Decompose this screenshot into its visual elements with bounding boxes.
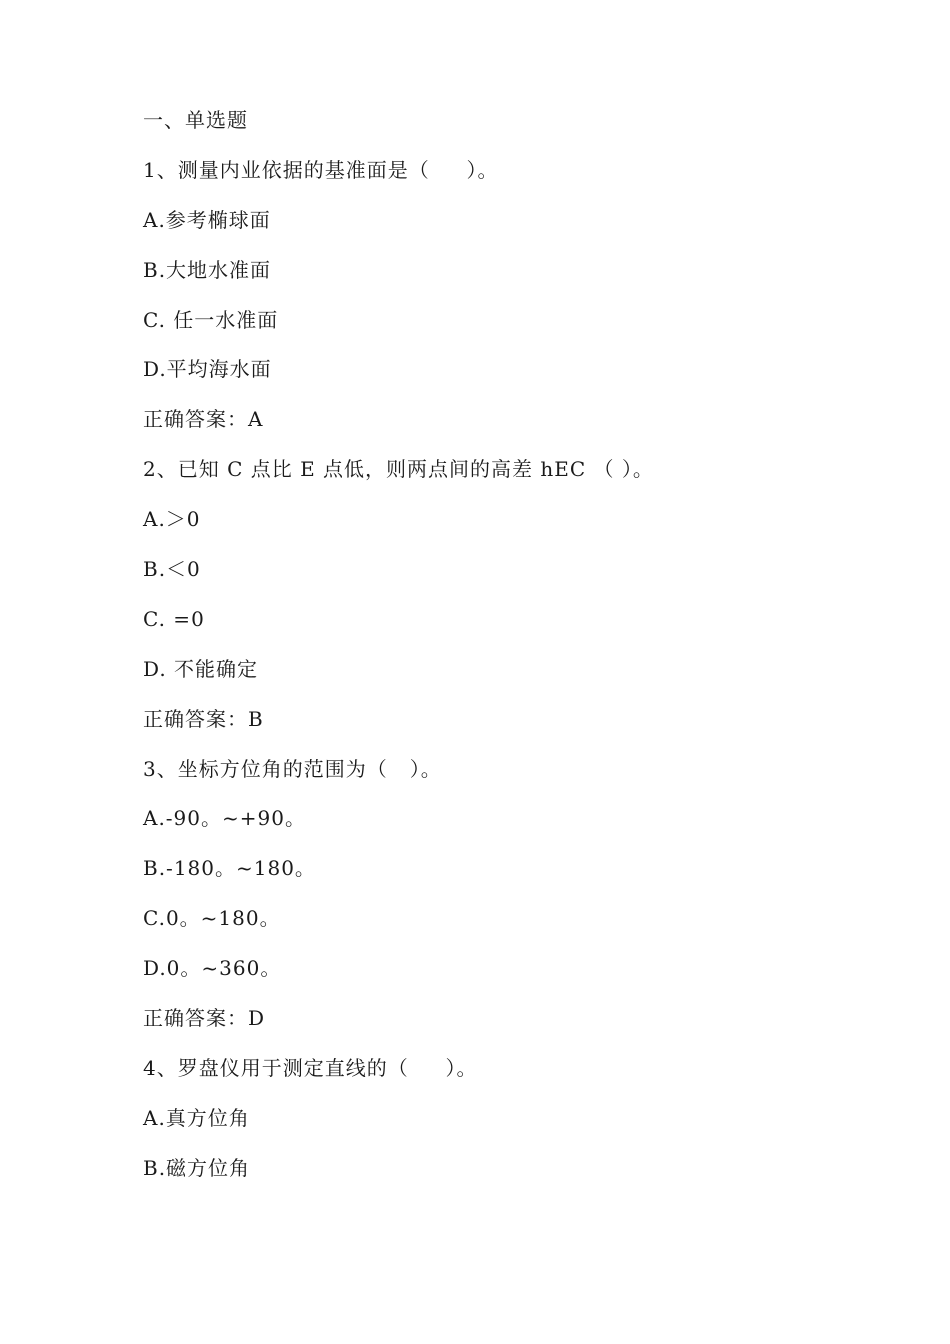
document-body — [143, 103, 903, 1201]
option-d: D. 不能确定 — [143, 656, 259, 681]
section-title: 一、单选题 — [143, 108, 248, 132]
option-a: A.＞0 — [143, 507, 201, 532]
option-a: A.参考椭球面 — [143, 207, 271, 232]
option-b: B.-180。~180。 — [143, 856, 316, 881]
question-text: 3、坐标方位角的范围为（ ）。 — [143, 756, 442, 781]
option-c: C.0。~180。 — [143, 906, 281, 931]
option-c: C. =0 — [143, 606, 205, 631]
question-text: 1、测量内业依据的基准面是（ ）。 — [143, 157, 499, 182]
question-text: 4、罗盘仪用于测定直线的（ ）。 — [143, 1055, 478, 1080]
answer-text: 正确答案：A — [143, 407, 264, 432]
question-text: 2、已知 C 点比 E 点低，则两点间的高差 hEC （ ）。 — [143, 457, 654, 482]
answer-text: 正确答案：B — [143, 706, 264, 731]
option-a: A.真方位角 — [143, 1105, 250, 1130]
option-b: B.＜0 — [143, 557, 201, 582]
option-d: D.0。~360。 — [143, 956, 282, 981]
option-d: D.平均海水面 — [143, 357, 272, 382]
option-c: C. 任一水准面 — [143, 307, 279, 332]
option-b: B.大地水准面 — [143, 257, 272, 282]
option-a: A.-90。~+90。 — [143, 806, 306, 831]
answer-text: 正确答案：D — [143, 1006, 266, 1031]
option-b: B.磁方位角 — [143, 1155, 251, 1180]
